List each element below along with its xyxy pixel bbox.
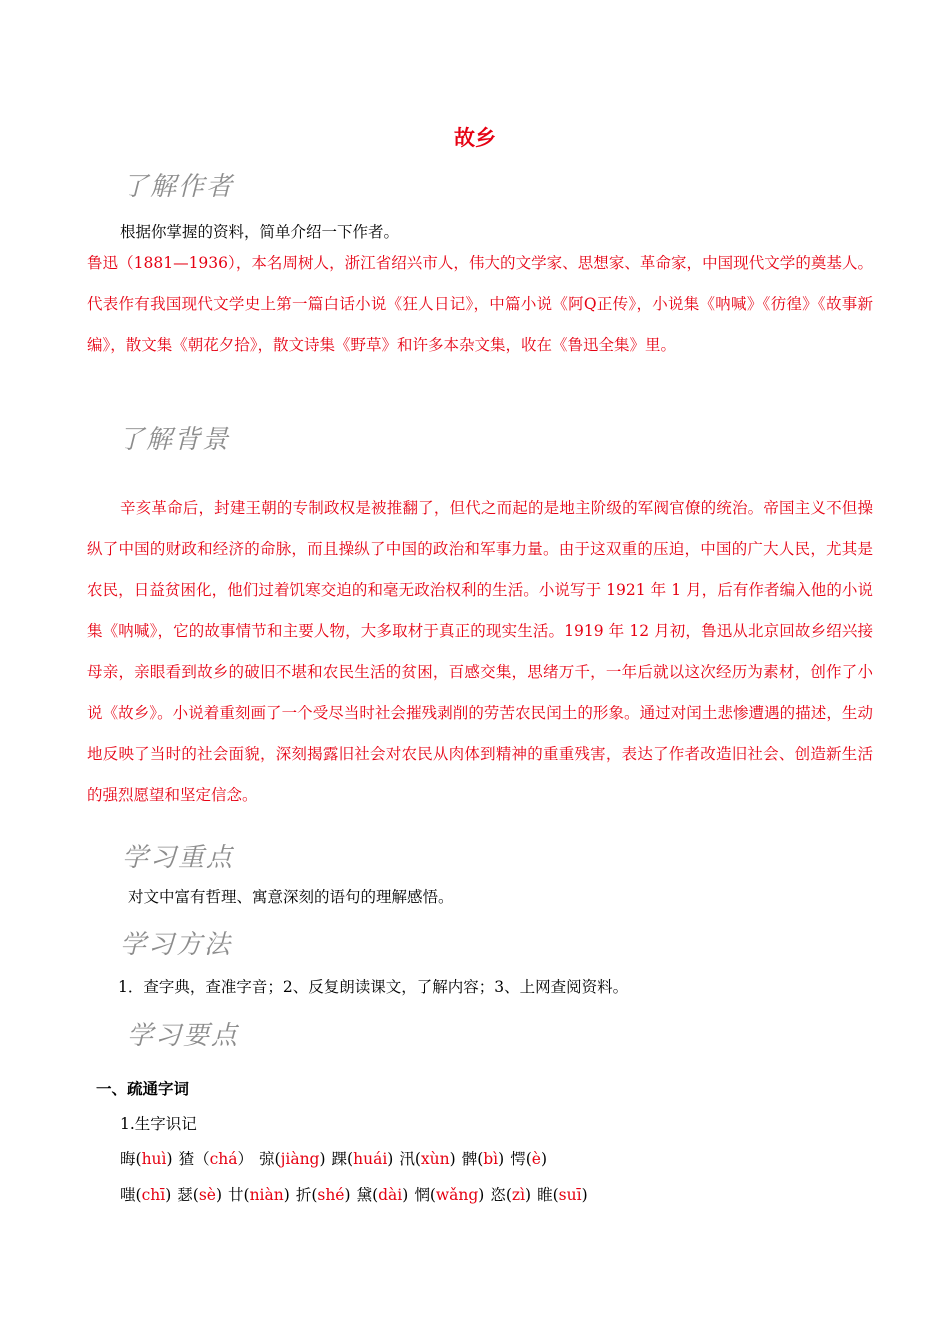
pinyin: huì bbox=[141, 1150, 167, 1168]
heading-background: 了解背景 bbox=[118, 425, 231, 455]
pinyin: wǎng bbox=[435, 1186, 479, 1204]
char-pinyin-item: 髀(bì) bbox=[461, 1150, 505, 1168]
char-pinyin-item: 黛(dài) bbox=[356, 1186, 409, 1204]
char-pinyin-item: 弶(jiàng) bbox=[259, 1150, 326, 1168]
char-pinyin-item: 恣(zì) bbox=[490, 1186, 532, 1204]
pinyin: chī bbox=[141, 1186, 166, 1204]
author-answer: 鲁迅（1881—1936），本名周树人，浙江省绍兴市人，伟大的文学家、思想家、革命家，中国现代文学的奠基人。代表作有我国现代文学史上第一篇白话小说《狂人日记》，中篇小说《阿Q正传》，小说集《呐喊》《彷徨》《故事新编》，散文集《朝花夕拾》，散文诗集《野草》和许多本杂文集，收在《鲁迅全集》里。 bbox=[87, 254, 873, 354]
pinyin: dài bbox=[378, 1186, 403, 1204]
subheading-vocab: 一、疏通字词 bbox=[96, 1080, 190, 1098]
pinyin: è bbox=[531, 1150, 541, 1168]
pinyin: shé bbox=[317, 1186, 345, 1204]
pinyin: jiàng bbox=[280, 1150, 320, 1168]
char-line-1 bbox=[120, 1149, 553, 1169]
focus-text: 对文中富有哲理、寓意深刻的语句的理解感悟。 bbox=[128, 888, 454, 906]
pinyin: suī bbox=[558, 1186, 582, 1204]
char-pinyin-item: 汛(xùn) bbox=[399, 1150, 456, 1168]
char-pinyin-item: 折(shé) bbox=[295, 1186, 351, 1204]
char-pinyin-item: 猹（chá） bbox=[178, 1150, 253, 1168]
char-pinyin-item: 廿(niàn) bbox=[228, 1186, 290, 1204]
page-title: 故乡 bbox=[454, 126, 496, 150]
pinyin: zì bbox=[511, 1186, 526, 1204]
background-text: 辛亥革命后，封建王朝的专制政权是被推翻了，但代之而起的是地主阶级的军阀官僚的统治。帝国主义不但操纵了中国的财政和经济的命脉，而且操纵了中国的政治和军事力量。由于这双重的压迫，中国的广大人民，尤其是农民，日益贫困化，他们过着饥寒交迫的和毫无政治权利的生活。小说写于 1921 年 1 月，后有作者编入他的小说集《呐喊》，它的故事情节和主要人物，大多取材于真正的现实生活。1919 年 12 月初，鲁迅从北京回故乡绍兴接母亲，亲眼看到故乡的破旧不堪和农民生活的贫困，百感交集，思绪万千，一年后就以这次经历为素材，创作了小说《故乡》。小说着重刻画了一个受尽当时社会摧残剥削的劳苦农民闰土的形象。通过对闰土悲惨遭遇的描述，生动地反映了当时的社会面貌，深刻揭露旧社会对农民从肉体到精神的重重残害，表达了作者改造旧社会、创造新生活的强烈愿望和坚定信念。 bbox=[87, 499, 873, 804]
char-pinyin-item: 嗤(chī) bbox=[120, 1186, 172, 1204]
heading-author: 了解作者 bbox=[122, 172, 235, 202]
method-text: 1．查字典，查准字音；2、反复朗读课文，了解内容；3、上网查阅资料。 bbox=[118, 978, 629, 996]
char-pinyin-item: 惘(wǎng) bbox=[414, 1186, 485, 1204]
pinyin: xùn bbox=[420, 1150, 450, 1168]
pinyin: chá bbox=[209, 1150, 238, 1168]
author-prompt: 根据你掌握的资料，简单介绍一下作者。 bbox=[120, 223, 400, 241]
char-pinyin-item: 晦(huì) bbox=[120, 1150, 173, 1168]
pinyin: huái bbox=[353, 1150, 388, 1168]
char-pinyin-item: 愕(è) bbox=[510, 1150, 548, 1168]
pinyin: niàn bbox=[249, 1186, 284, 1204]
heading-points: 学习要点 bbox=[127, 1021, 240, 1051]
pinyin: sè bbox=[198, 1186, 216, 1204]
char-line-2 bbox=[120, 1185, 594, 1205]
heading-focus: 学习重点 bbox=[122, 843, 235, 873]
char-pinyin-item: 瑟(sè) bbox=[177, 1186, 223, 1204]
subheading-new-chars: 1.生字识记 bbox=[120, 1115, 197, 1133]
char-pinyin-item: 踝(huái) bbox=[331, 1150, 394, 1168]
heading-method: 学习方法 bbox=[120, 930, 233, 960]
char-pinyin-item: 睢(suī) bbox=[537, 1186, 588, 1204]
pinyin: bì bbox=[483, 1150, 499, 1168]
